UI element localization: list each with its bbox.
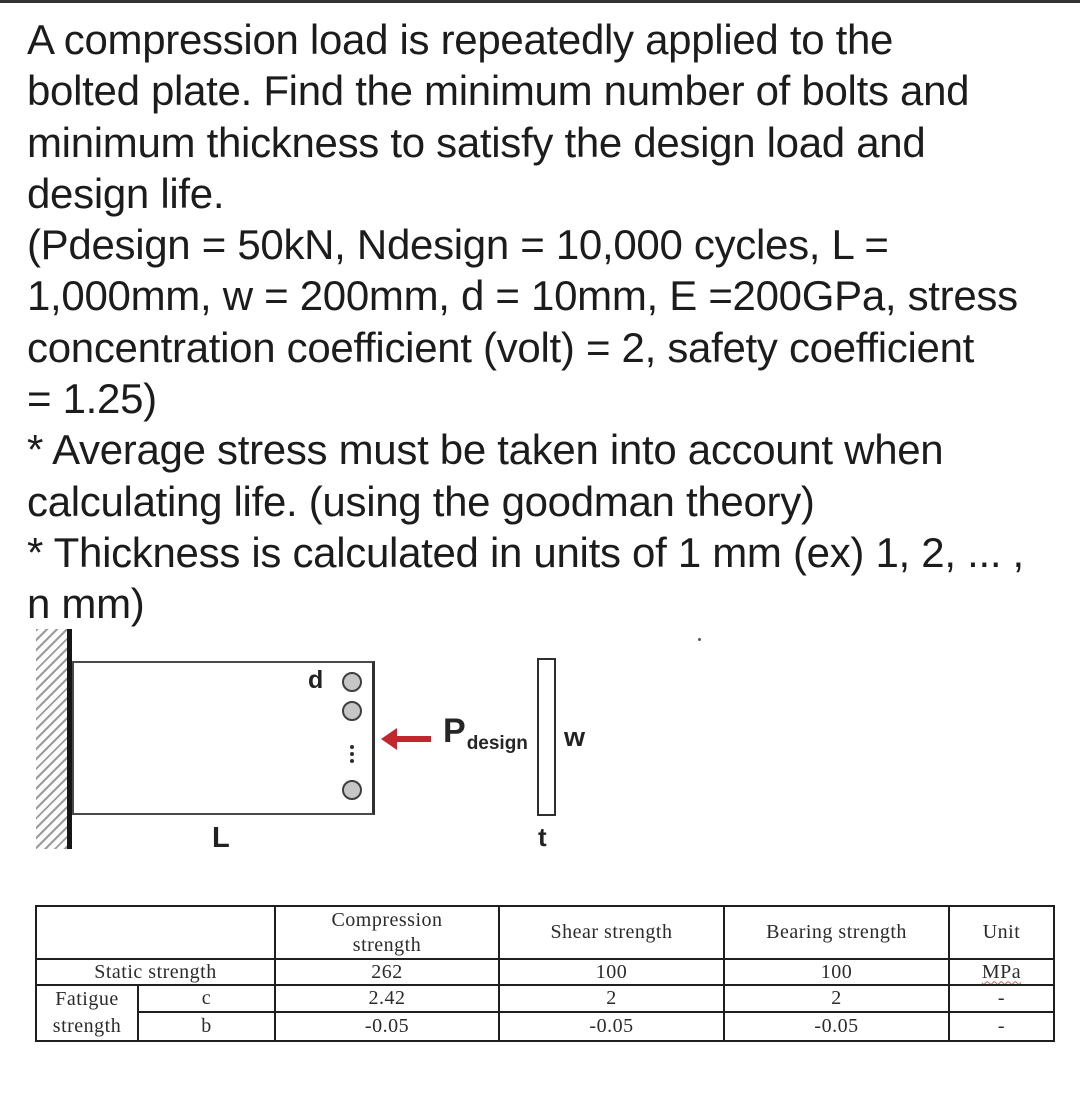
fatigue-b-label: b [138,1012,275,1041]
table-header-row [36,906,1054,959]
table-row-fatigue-b [36,1012,1054,1041]
header-bearing-strength: Bearing strength [724,906,949,959]
header-compression-strength: Compression strength [275,906,499,959]
header-unit: Unit [949,906,1054,959]
static-shear-value: 100 [499,959,724,985]
plate-side-view [537,658,556,816]
static-bearing-value: 100 [724,959,949,985]
plate-width-label: w [564,722,586,752]
fatigue-b-shear-value: -0.05 [499,1012,724,1041]
problem-line: A compression load is repeatedly applied to the [27,16,894,63]
problem-line: = 1.25) [27,375,157,423]
mpa-unit-text: MPa [981,960,1022,983]
fatigue-c-label: c [138,985,275,1012]
ellipsis-dot-icon [350,745,354,749]
strength-properties-table [35,905,1055,1042]
stray-mark [698,638,701,641]
fatigue-c-bearing-value: 2 [724,985,949,1012]
fixed-wall-hatching [36,629,68,849]
problem-line: design life. [27,169,225,217]
ellipsis-dot-icon [350,759,354,763]
problem-line: * Thickness is calculated in units of 1 mm (ex) 1, 2, ... , [27,528,1024,576]
static-unit-value [949,959,1054,985]
header-corner-cell [36,906,275,959]
fatigue-b-unit-value: - [949,1012,1054,1041]
bolt-hole-icon [342,780,362,800]
plate-thickness-label: t [538,822,547,852]
fatigue-c-compression-value: 2.42 [275,985,499,1012]
ellipsis-dot-icon [350,752,354,756]
problem-line: bolted plate. Find the minimum number of bolts and [27,67,970,115]
load-arrow-shaft [395,736,431,742]
bolt-diameter-label: d [308,666,324,694]
design-load-label [443,712,528,754]
fatigue-b-bearing-value: -0.05 [724,1012,949,1041]
problem-line: calculating life. (using the goodman theory) [27,477,815,525]
problem-line: n mm) [27,580,145,628]
bolt-hole-icon [342,701,362,721]
design-load-symbol: P [443,712,466,750]
plate-top-view [72,661,375,815]
bolt-hole-icon [342,672,362,692]
static-strength-label: Static strength [36,959,275,985]
problem-line: (Pdesign = 50kN, Ndesign = 10,000 cycles, L = [27,221,889,269]
fatigue-c-unit-value: - [949,985,1054,1012]
table-row-fatigue-c [36,985,1054,1012]
fatigue-strength-label: Fatigue strength [36,985,138,1041]
problem-line: concentration coefficient (volt) = 2, safety coefficient [27,323,975,371]
fatigue-c-shear-value: 2 [499,985,724,1012]
fatigue-b-compression-value: -0.05 [275,1012,499,1041]
plate-length-label: L [212,822,230,854]
header-shear-strength: Shear strength [499,906,724,959]
table-row-static-strength [36,959,1054,985]
design-load-subscript: design [466,733,528,754]
static-compression-value: 262 [275,959,499,985]
problem-line: * Average stress must be taken into account when [27,426,944,474]
problem-line: minimum thickness to satisfy the design load and [27,118,926,166]
problem-line: 1,000mm, w = 200mm, d = 10mm, E =200GPa, stress [27,272,1018,320]
